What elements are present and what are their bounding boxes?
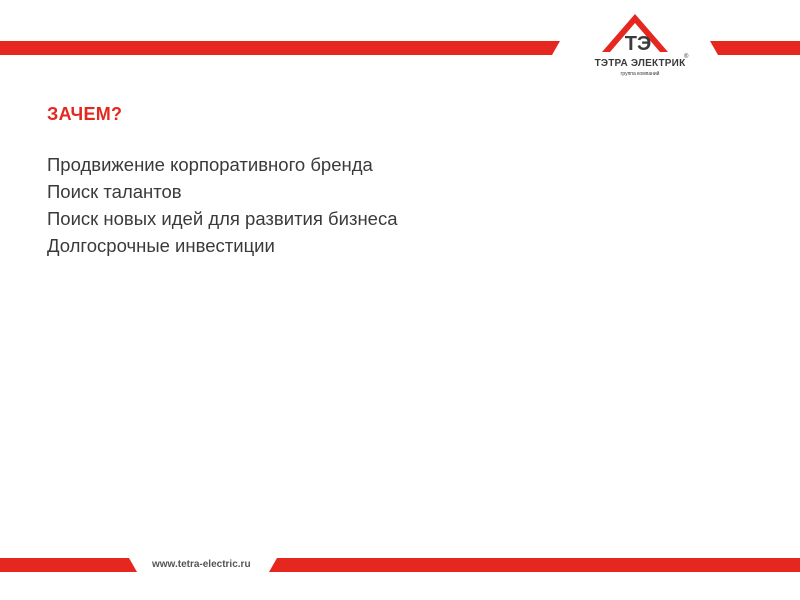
reason-list — [47, 151, 398, 259]
brand-name: ТЭТРА ЭЛЕКТРИК — [594, 58, 686, 69]
logo-emblem-icon — [588, 10, 692, 58]
logo-monogram: ТЭ — [624, 33, 652, 55]
reason-item-investments: Долгосрочные инвестиции — [47, 235, 275, 256]
slide-heading: ЗАЧЕМ? — [47, 104, 123, 124]
brand-tagline: группа компаний — [620, 71, 660, 77]
reason-item-brand: Продвижение корпоративного бренда — [47, 154, 373, 175]
reason-item-talents: Поиск талантов — [47, 181, 182, 202]
reason-item-ideas: Поиск новых идей для развития бизнеса — [47, 208, 398, 229]
registered-mark: ® — [684, 54, 689, 60]
footer-website-link[interactable]: www.tetra-electric.ru — [152, 559, 251, 570]
bottom-red-bar-right — [269, 558, 800, 572]
bottom-red-bar-left — [0, 558, 137, 572]
top-red-bar-left — [0, 41, 560, 55]
brand-logo — [588, 10, 700, 80]
top-red-bar-right — [710, 41, 800, 55]
